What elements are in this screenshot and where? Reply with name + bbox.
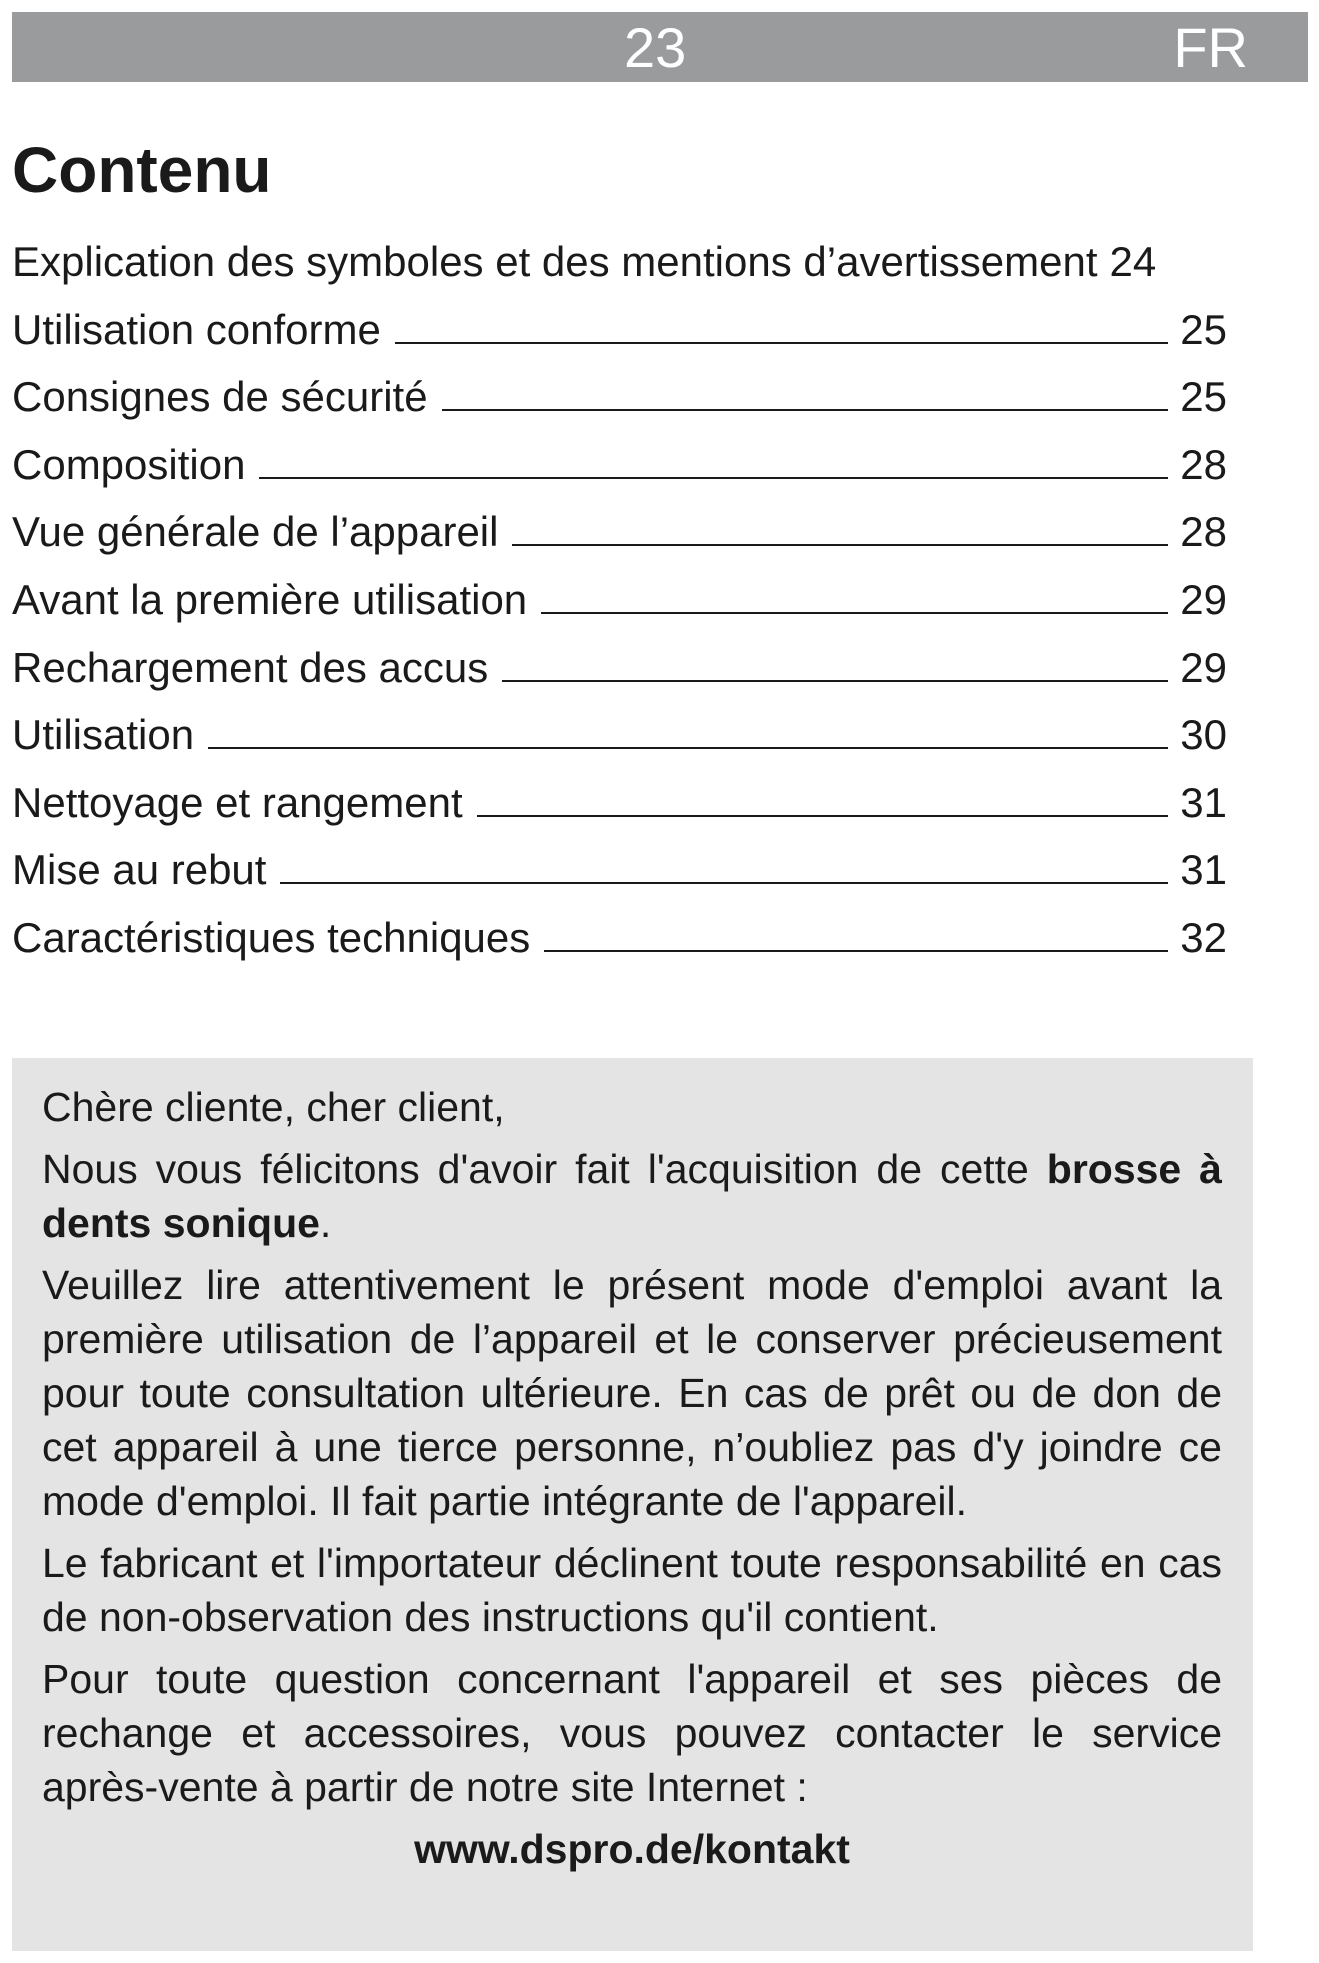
support-url[interactable]: www.dspro.de/kontakt xyxy=(414,1826,850,1872)
toc-entry-page: 29 xyxy=(1180,575,1227,623)
toc-entry-label: Composition xyxy=(12,440,246,488)
toc-leader-line xyxy=(395,306,1168,344)
toc-leader-line xyxy=(442,373,1169,411)
toc-entry-label: Consignes de sécurité xyxy=(12,373,428,421)
read-instructions-paragraph: Veuillez lire attentivement le présent mode d'emploi avant la première utilisation de l’appareil et le conserver précieusement pour toute consultation ultérieure. En cas de prêt ou de don de cet appareil à une tierce personne, n’oubliez pas d'y joindre ce mode d'emploi. Il fait partie intégrante de l'appareil. xyxy=(42,1262,1222,1524)
toc-entry-page: 24 xyxy=(1109,238,1157,285)
toc-entry[interactable] xyxy=(12,573,1227,641)
toc-entry-page: 31 xyxy=(1180,778,1227,826)
toc-leader-line xyxy=(502,644,1168,682)
toc-entry-page: 29 xyxy=(1180,643,1227,691)
intro-text xyxy=(42,1080,1222,1884)
toc-entry-label: Mise au rebut xyxy=(12,846,267,894)
toc-entry[interactable] xyxy=(12,505,1227,573)
toc-entry[interactable] xyxy=(12,843,1227,911)
toc-entry[interactable] xyxy=(12,370,1227,438)
toc-entry-label: Rechargement des accus xyxy=(12,643,489,691)
product-name: brosse à dents sonique xyxy=(42,1146,1222,1246)
intro-box xyxy=(12,1058,1253,1951)
toc-entry[interactable] xyxy=(12,438,1227,506)
toc-entry-page: 25 xyxy=(1180,305,1227,353)
toc-entry-label: Caractéristiques techniques xyxy=(12,913,531,961)
toc-entry-label: Explication des symboles et des mentions d’avertissement xyxy=(12,238,1098,285)
toc-leader-line xyxy=(477,779,1169,817)
congratulations-text: Nous vous félicitons d'avoir fait l'acquisition de cette xyxy=(42,1146,1047,1192)
page-number: 23 xyxy=(624,16,687,79)
toc-entry-page: 25 xyxy=(1180,373,1227,421)
page-header-bar xyxy=(12,12,1308,82)
toc-entry-page: 31 xyxy=(1180,846,1227,894)
toc-leader-line xyxy=(512,508,1168,546)
toc-entry-page: 28 xyxy=(1180,508,1227,556)
toc-entry-label: Avant la première utilisation xyxy=(12,575,528,623)
toc-entry-label: Nettoyage et rangement xyxy=(12,778,463,826)
greeting: Chère cliente, cher client, xyxy=(42,1084,505,1130)
toc-entry-page: 30 xyxy=(1180,711,1227,759)
toc-entry-label: Utilisation conforme xyxy=(12,305,381,353)
congratulations-paragraph xyxy=(42,1142,1222,1250)
toc-leader-line xyxy=(280,846,1168,884)
toc-leader-line xyxy=(208,711,1168,749)
table-of-contents xyxy=(12,235,1227,979)
toc-entry-label: Vue générale de l’appareil xyxy=(12,508,499,556)
toc-entry-label: Utilisation xyxy=(12,711,195,759)
toc-title: Contenu xyxy=(12,134,272,206)
toc-entry-page: 28 xyxy=(1180,440,1227,488)
contact-paragraph: Pour toute question concernant l'appareil et ses pièces de rechange et accessoires, vous pouvez contacter le service après-vente à partir de notre site Internet : xyxy=(42,1656,1222,1810)
congratulations-suffix: . xyxy=(319,1200,332,1246)
toc-entry[interactable] xyxy=(12,303,1227,371)
toc-leader-line xyxy=(541,576,1168,614)
toc-entry[interactable] xyxy=(12,911,1227,979)
toc-leader-line xyxy=(259,441,1168,479)
toc-leader-line xyxy=(544,914,1168,952)
toc-entry[interactable] xyxy=(12,235,1227,303)
toc-entry[interactable] xyxy=(12,776,1227,844)
toc-entry[interactable] xyxy=(12,641,1227,709)
language-code: FR xyxy=(1173,16,1248,79)
toc-entry-page: 32 xyxy=(1180,913,1227,961)
liability-paragraph: Le fabricant et l'importateur déclinent toute responsabilité en cas de non-observation des instructions qu'il contient. xyxy=(42,1540,1222,1640)
toc-entry[interactable] xyxy=(12,708,1227,776)
